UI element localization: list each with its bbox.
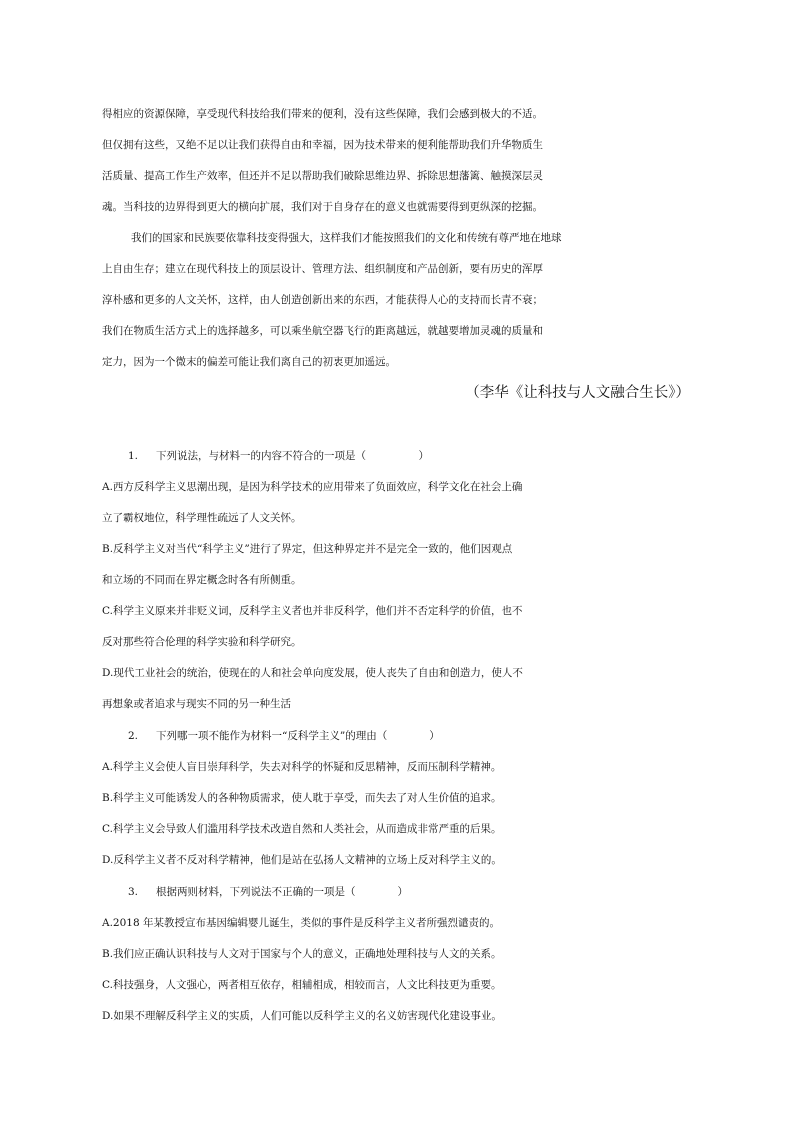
question-3-stem — [128, 882, 728, 902]
question-3-option-c: C.科技强身，人文强心，两者相互依存，相辅相成，相较而言，人文比科技更为重要。 — [102, 979, 502, 991]
passage-line: 定力，因为一个微末的偏差可能让我们离自己的初衷更加遥远。 — [102, 356, 396, 368]
question-1-option-c: C.科学主义原来并非贬义词，反科学主义者也并非反科学，他们并不否定科学的价值，也不 — [102, 605, 523, 617]
passage-line: 但仅拥有这些，又绝不足以让我们获得自由和幸福，因为技术带来的便利能帮助我们升华物质生 — [102, 139, 543, 151]
passage-line: 我们在物质生活方式上的选择越多，可以乘坐航空器飞行的距离越远，就越要增加灵魂的质量和 — [102, 325, 543, 337]
passage-source: （李华《让科技与人文融合生长》） — [465, 385, 690, 401]
question-3-option-d: D.如果不理解反科学主义的实质，人们可能以反科学主义的名义妨害现代化建设事业。 — [102, 1010, 502, 1022]
question-2-option-a: A.科学主义会使人盲目崇拜科学，失去对科学的怀疑和反思精神，反而压制科学精神。 — [102, 761, 502, 773]
question-2-option-d: D.反科学主义者不反对科学精神，他们是站在弘扬人文精神的立场上反对科学主义的。 — [102, 854, 502, 866]
question-2-stem — [128, 726, 728, 746]
question-1-option-b-cont: 和立场的不同而在界定概念时各有所侧重。 — [102, 574, 302, 586]
question-3-option-a: A.2018 年某教授宣布基因编辑婴儿诞生，类似的事件是反科学主义者所强烈谴责的。 — [102, 917, 500, 929]
question-stem-text: 下列说法，与材料一的内容不符合的一项是（ ） — [156, 450, 429, 462]
question-1-stem — [128, 446, 728, 466]
question-stem-text: 下列哪一项不能作为材料一“反科学主义”的理由（ ） — [156, 730, 440, 742]
question-3-option-b: B.我们应正确认识科技与人文对于国家与个人的意义，正确地处理科技与人文的关系。 — [102, 948, 502, 960]
question-1-option-c-cont: 反对那些符合伦理的科学实验和科学研究。 — [102, 636, 302, 648]
question-number: 1. — [128, 450, 139, 462]
passage-line: 得相应的资源保障，享受现代科技给我们带来的便利，没有这些保障，我们会感到极大的不适。 — [102, 108, 543, 120]
question-1-option-d: D.现代工业社会的统治，使现在的人和社会单向度发展，使人丧失了自由和创造力，使人不 — [102, 667, 523, 679]
passage-line: 活质量、提高工作生产效率，但还并不足以帮助我们破除思维边界、拆除思想藩篱、触摸深层灵 — [102, 170, 543, 182]
question-2-option-b: B.科学主义可能诱发人的各种物质需求，使人耽于享受，而失去了对人生价值的追求。 — [102, 792, 502, 804]
question-2-option-c: C.科学主义会导致人们滥用科学技术改造自然和人类社会，从而造成非常严重的后果。 — [102, 823, 502, 835]
passage-line: 淳朴感和更多的人文关怀，这样，由人创造创新出来的东西，才能获得人心的支持而长青不衰； — [102, 294, 543, 306]
question-number: 3. — [128, 886, 139, 898]
question-stem-text: 根据两则材料，下列说法不正确的一项是（ ） — [156, 886, 408, 898]
question-1-option-a: A.西方反科学主义思潮出现，是因为科学技术的应用带来了负面效应，科学文化在社会上确 — [102, 481, 523, 493]
passage-line: 我们的国家和民族要依靠科技变得强大，这样我们才能按照我们的文化和传统有尊严地在地球 — [131, 232, 562, 244]
passage-line: 魂。当科技的边界得到更大的横向扩展，我们对于自身存在的意义也就需要得到更纵深的挖掘。 — [102, 201, 543, 213]
passage-line: 上自由生存；建立在现代科技上的顶层设计、管理方法、组织制度和产品创新，要有历史的浑厚 — [102, 263, 543, 275]
question-1-option-d-cont: 再想象或者追求与现实不同的另一种生活 — [102, 698, 291, 710]
question-1-option-b: B.反科学主义对当代“科学主义”进行了界定，但这种界定并不是完全一致的，他们因观点 — [102, 543, 513, 555]
question-number: 2. — [128, 730, 139, 742]
question-1-option-a-cont: 立了霸权地位，科学理性疏远了人文关怀。 — [102, 512, 302, 524]
